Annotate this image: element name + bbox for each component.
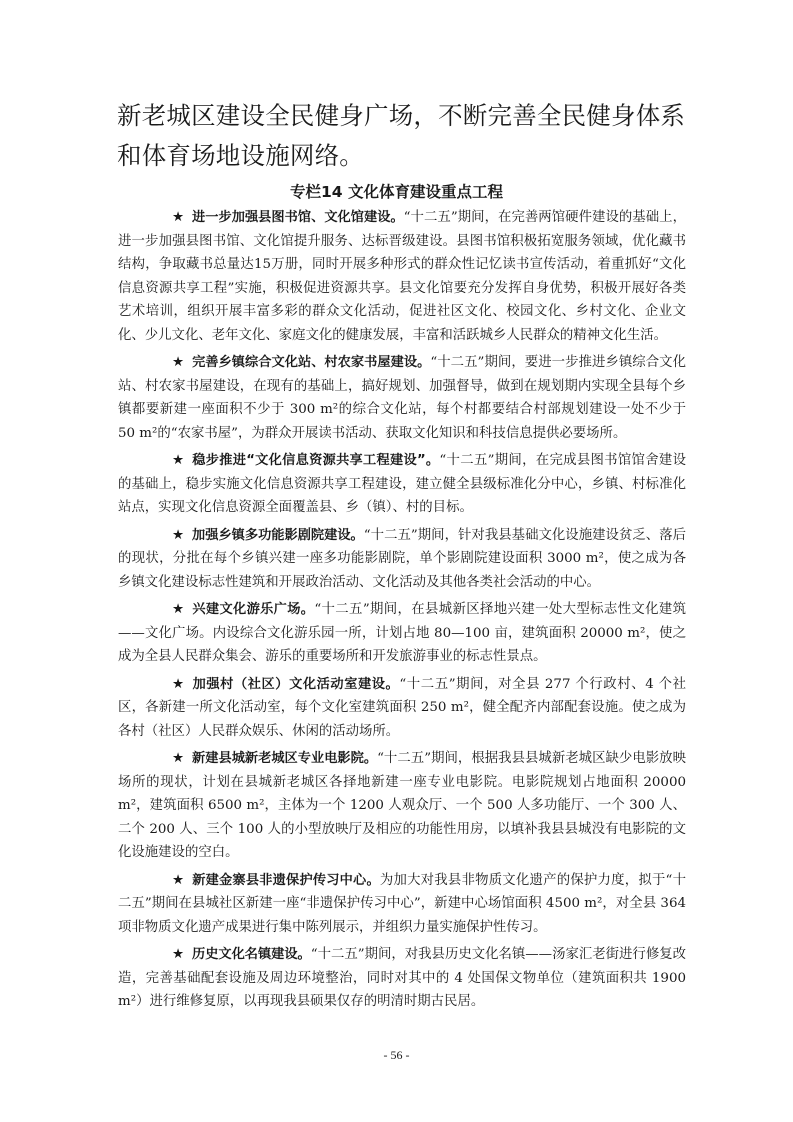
project-heading: 新建县城新老城区专业电影院。 <box>192 751 378 766</box>
project-heading: 完善乡镇综合文化站、村农家书屋建设。 <box>192 355 431 370</box>
star-icon: ★ <box>172 602 185 617</box>
project-body: “十二五”期间，在县城新区择地兴建一处大型标志性文化建筑——文化广场。内设综合文化游乐园一所，计划占地 80—100 亩，建筑面积 20000 m²，使之成为全县人民群众集会、游乐的重要场所和开发旅游事业的标志性景点。 <box>118 602 686 664</box>
project-heading: 历史文化名镇建设。 <box>192 947 311 962</box>
star-icon: ★ <box>172 210 185 225</box>
star-icon: ★ <box>172 527 185 543</box>
project-body: “十二五”期间，针对我县基础文化设施建设贫乏、落后的现状，分批在每个乡镇兴建一座多功能影剧院，单个影剧院建设面积 3000 m²，使之成为各乡镇文化建设标志性建筑和开展政治活动、文化活动及其他各类社会活动的中心。 <box>118 527 686 590</box>
project-item <box>118 449 686 520</box>
project-body: 为加大对我县非物质文化遗产的保护力度，拟于“十二五”期间在县城社区新建一座“非遗保护传习中心”，新建中心场馆面积 4500 m²，对全县 364 项非物质文化遗产成果进行集中陈列展示，并组织力量实施保护性传习。 <box>118 872 686 935</box>
star-icon: ★ <box>172 355 185 370</box>
project-body: “十二五”期间，在完成县图书馆馆舍建设的基础上，稳步实施文化信息资源共享工程建设，建立健全县级标准化分中心，乡镇、村标准化站点，实现文化信息资源全面覆盖县、乡（镇）、村的目标。 <box>118 453 686 515</box>
project-heading: 稳步推进“文化信息资源共享工程建设”。 <box>192 453 440 468</box>
project-body: “十二五”期间，对全县 277 个行政村、4 个社区，各新建一所文化活动室，每个文化室建筑面积 250 m²，健全配齐内部配套设施。使之成为各村（社区）人民群众娱乐、休闲的活动场所。 <box>118 676 686 739</box>
project-item <box>118 206 686 347</box>
box-title: 专栏14 文化体育建设重点工程 <box>290 183 503 201</box>
project-heading: 进一步加强县图书馆、文化馆建设。 <box>192 210 404 225</box>
project-item <box>118 524 686 595</box>
project-item <box>118 943 686 1014</box>
star-icon: ★ <box>172 947 185 962</box>
project-heading: 加强村（社区）文化活动室建设。 <box>192 676 400 692</box>
star-icon: ★ <box>172 453 185 468</box>
project-item <box>118 747 686 865</box>
project-body: “十二五”期间，在完善两馆硬件建设的基础上，进一步加强县图书馆、文化馆提升服务、达标晋级建设。县图书馆积极拓宽服务领域，优化藏书结构，争取藏书总量达15万册，同时开展多种形式的群众性记忆读书宣传活动，着重抓好“文化信息资源共享工程”实施，积极促进资源共享。县文化馆要充分发挥自身优势，积极开展好各类艺术培训，组织开展丰富多彩的群众文化活动，促进社区文化、校园文化、乡村文化、企业文化、少儿文化、老年文化、家庭文化的健康发展，丰富和活跃城乡人民群众的精神文化生活。 <box>118 210 686 343</box>
page-number: - 56 - <box>383 1048 410 1062</box>
project-list <box>118 206 686 1018</box>
project-item <box>118 598 686 669</box>
star-icon: ★ <box>172 751 185 766</box>
project-body: “十二五”期间，要进一步推进乡镇综合文化站、村农家书屋建设，在现有的基础上，搞好规划、加强督导，做到在规划期内实现全县每个乡镇都要新建一座面积不少于 300 m²的综合文化站，每个村都要结合村部规划建设一处不少于 50 m²的“农家书屋”，为群众开展读书活动、获取文化知识和科技信息提供必要场所。 <box>118 355 686 441</box>
project-body: “十二五”期间，根据我县县城新老城区缺少电影放映场所的现状，计划在县城新老城区各择地新建一座专业电影院。电影院规划占地面积 20000 m²，建筑面积 6500 m²，主体为一个 1200 人观众厅、一个 500 人多功能厅、一个 300 人、二个 200 人、三个 100 人的小型放映厅及相应的功能性用房，以填补我县县城没有电影院的文化设施建设的空白。 <box>118 751 686 860</box>
project-heading: 兴建文化游乐广场。 <box>192 602 315 617</box>
star-icon: ★ <box>172 676 185 692</box>
project-item <box>118 673 686 744</box>
project-body: “十二五”期间，对我县历史文化名镇——汤家汇老街进行修复改造，完善基础配套设施及周边环境整治，同时对其中的 4 处国保文物单位（建筑面积共 1900 m²）进行维修复原，以再现我县硕果仅存的明清时期古民居。 <box>118 947 686 1009</box>
project-item <box>118 869 686 940</box>
star-icon: ★ <box>172 872 185 888</box>
project-heading: 加强乡镇多功能影剧院建设。 <box>192 527 364 543</box>
project-item <box>118 351 686 445</box>
project-heading: 新建金寨县非遗保护传习中心。 <box>192 872 380 888</box>
lead-paragraph: 新老城区建设全民健身广场，不断完善全民健身体系和体育场地设施网络。 <box>117 101 686 170</box>
